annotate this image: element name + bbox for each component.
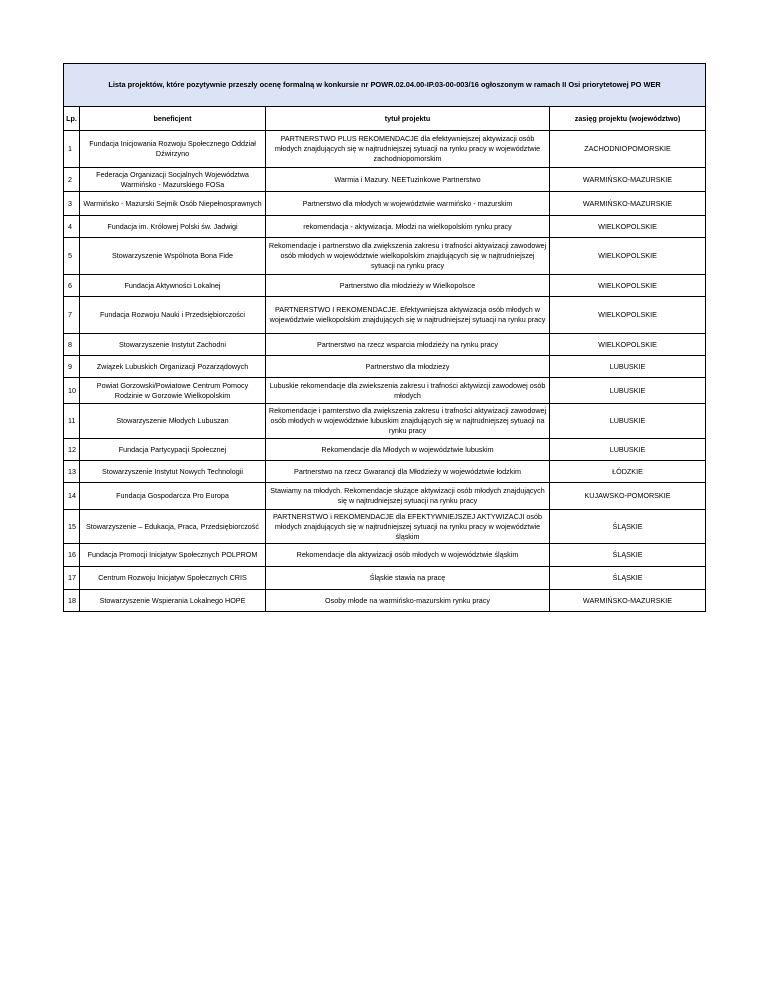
- row-lp: 14: [64, 483, 80, 510]
- row-lp: 18: [64, 590, 80, 612]
- row-tytul: Lubuskie rekomendacje dla zwiekszenia zakresu i trafności aktywizcji zawodowej osób młodych: [266, 378, 550, 404]
- table-row: [64, 131, 706, 168]
- row-beneficjent: Fundacja Gospodarcza Pro Europa: [80, 483, 266, 510]
- projects-table: [63, 63, 706, 612]
- row-lp: 17: [64, 567, 80, 590]
- row-beneficjent: Fundacja Promocji Inicjatyw Społecznych POLPROM: [80, 544, 266, 567]
- row-tytul: Partnerstwo dla młodzieży: [266, 356, 550, 378]
- row-tytul: Rekomendacje dla aktywizacji osób młodych w województwie śląskim: [266, 544, 550, 567]
- table-row: [64, 567, 706, 590]
- row-beneficjent: Powiat Gorzowski/Powiatowe Centrum Pomocy Rodzinie w Gorzowie Wielkopolskim: [80, 378, 266, 404]
- row-beneficjent: Fundacja Partycypacji Społecznej: [80, 439, 266, 461]
- table-row: [64, 168, 706, 192]
- row-tytul: Rekomendacje i parnterstwo dla zwiększenia zakresu i trafności aktywizacji zawodowej osób młodych w województwie lubuskim znajdujących się w najtrudniejszej sytuacji na rynku pracy: [266, 404, 550, 439]
- row-beneficjent: Stowarzyszenie Instytut Nowych Technologii: [80, 461, 266, 483]
- row-zasieg: LUBUSKIE: [550, 378, 706, 404]
- row-zasieg: LUBUSKIE: [550, 439, 706, 461]
- row-zasieg: ŚLĄSKIE: [550, 544, 706, 567]
- row-beneficjent: Stowarzyszenie Wspólnota Bona Fide: [80, 238, 266, 275]
- row-tytul: Rekomendacje i partnerstwo dla zwiększenia zakresu i trafności aktywizacji zawodowej osób młodych w województwie wielkopolskim znajdujących się w najtrudniejszej sytuacji na rynku pracy: [266, 238, 550, 275]
- row-zasieg: WIELKOPOLSKIE: [550, 275, 706, 297]
- row-beneficjent: Stowarzyszenie – Edukacja, Praca, Przedsiębiorczość: [80, 510, 266, 544]
- table-row: [64, 378, 706, 404]
- row-zasieg: WARMIŃSKO-MAZURSKIE: [550, 192, 706, 216]
- row-zasieg: WIELKOPOLSKIE: [550, 334, 706, 356]
- table-row: [64, 404, 706, 439]
- header-lp: Lp.: [64, 107, 80, 131]
- table-row: [64, 590, 706, 612]
- row-tytul: PARTNERSTWO I REKOMENDACJE. Efektywniejsza aktywizacja osób młodych w województwie wielkopolskim znajdujących się w najtrudniejszej sytuacji na rynku pracy: [266, 297, 550, 334]
- row-zasieg: WARMIŃSKO-MAZURSKIE: [550, 168, 706, 192]
- row-zasieg: ŁÓDZKIE: [550, 461, 706, 483]
- row-tytul: Partnerstwo na rzecz wsparcia młodzieży na rynku pracy: [266, 334, 550, 356]
- row-lp: 10: [64, 378, 80, 404]
- row-tytul: Śląskie stawia na pracę: [266, 567, 550, 590]
- row-tytul: Osoby młode na warmińsko-mazurskim rynku pracy: [266, 590, 550, 612]
- table-row: [64, 356, 706, 378]
- row-lp: 6: [64, 275, 80, 297]
- row-beneficjent: Warmińsko - Mazurski Sejmik Osób Niepełnosprawnych: [80, 192, 266, 216]
- row-lp: 15: [64, 510, 80, 544]
- row-beneficjent: Stowarzyszenie Wspierania Lokalnego HOPE: [80, 590, 266, 612]
- row-beneficjent: Federacja Organizacji Socjalnych Województwa Warmińsko - Mazurskiego FOSa: [80, 168, 266, 192]
- row-tytul: Partnerstwo dla młodzieży w Wielkopolsce: [266, 275, 550, 297]
- row-tytul: Stawiamy na młodych. Rekomendacje służące aktywizacji osób młodych znajdujących się w najtrudniejszej sytuacji na rynku pracy: [266, 483, 550, 510]
- row-beneficjent: Fundacja Inicjowania Rozwoju Społecznego Oddział Dźwirzyno: [80, 131, 266, 168]
- row-lp: 1: [64, 131, 80, 168]
- table-row: [64, 510, 706, 544]
- row-tytul: Partnerstwo dla młodych w województwie warmińsko - mazurskim: [266, 192, 550, 216]
- row-zasieg: WIELKOPOLSKIE: [550, 297, 706, 334]
- row-beneficjent: Centrum Rozwoju Inicjatyw Społecznych CRIS: [80, 567, 266, 590]
- table-row: [64, 334, 706, 356]
- row-lp: 16: [64, 544, 80, 567]
- row-lp: 12: [64, 439, 80, 461]
- row-tytul: rekomendacja - aktywizacja. Młodzi na wielkopolskim rynku pracy: [266, 216, 550, 238]
- table-row: [64, 297, 706, 334]
- document-sheet: [63, 63, 705, 612]
- row-zasieg: ZACHODNIOPOMORSKIE: [550, 131, 706, 168]
- row-zasieg: ŚLĄSKIE: [550, 510, 706, 544]
- row-zasieg: LUBUSKIE: [550, 356, 706, 378]
- row-beneficjent: Fundacja Rozwoju Nauki i Przedsiębiorczości: [80, 297, 266, 334]
- row-zasieg: WARMIŃSKO-MAZURSKIE: [550, 590, 706, 612]
- table-row: [64, 216, 706, 238]
- row-tytul: PARTNERSTWO i REKOMENDACJE dla EFEKTYWNIEJSZEJ AKTYWIZACJI osób młodych znajdujących się w najtrudniejszej sytuacji na rynku pracy w województwie śląskim: [266, 510, 550, 544]
- row-zasieg: LUBUSKIE: [550, 404, 706, 439]
- row-zasieg: WIELKOPOLSKIE: [550, 216, 706, 238]
- row-zasieg: KUJAWSKO-POMORSKIE: [550, 483, 706, 510]
- table-header-row: [64, 107, 706, 131]
- table-row: [64, 461, 706, 483]
- row-beneficjent: Fundacja im. Królowej Polski św. Jadwigi: [80, 216, 266, 238]
- row-tytul: Warmia i Mazury. NEETuzinkowe Partnerstwo: [266, 168, 550, 192]
- row-lp: 4: [64, 216, 80, 238]
- row-beneficjent: Stowarzyszenie Instytut Zachodni: [80, 334, 266, 356]
- table-row: [64, 192, 706, 216]
- row-tytul: Partnerstwo na rzecz Gwarancji dla Młodzieży w województwie łodzkim: [266, 461, 550, 483]
- table-row: [64, 483, 706, 510]
- row-lp: 3: [64, 192, 80, 216]
- table-row: [64, 439, 706, 461]
- row-lp: 5: [64, 238, 80, 275]
- row-zasieg: WIELKOPOLSKIE: [550, 238, 706, 275]
- header-zasieg: zasięg projektu (województwo): [550, 107, 706, 131]
- row-tytul: Rekomendacje dla Młodych w województwie lubuskim: [266, 439, 550, 461]
- row-lp: 2: [64, 168, 80, 192]
- row-lp: 13: [64, 461, 80, 483]
- row-lp: 9: [64, 356, 80, 378]
- row-lp: 11: [64, 404, 80, 439]
- row-beneficjent: Związek Lubuskich Organizacji Pozarządowych: [80, 356, 266, 378]
- row-beneficjent: Stowarzyszenie Młodych Lubuszan: [80, 404, 266, 439]
- row-lp: 8: [64, 334, 80, 356]
- table-row: [64, 275, 706, 297]
- table-row: [64, 544, 706, 567]
- row-tytul: PARTNERSTWO PLUS REKOMENDACJE dla efektywniejszej aktywizacji osób młodych znajdujących się w najtrudniejszej sytuacji na rynku pracy w województwie zachodniopomorskim: [266, 131, 550, 168]
- row-beneficjent: Fundacja Aktywności Lokalnej: [80, 275, 266, 297]
- document-title: Lista projektów, które pozytywnie przeszły ocenę formalną w konkursie nr POWR.02.04.00-IP.03-00-003/16 ogłoszonym w ramach II Osi priorytetowej PO WER: [64, 64, 706, 107]
- header-beneficjent: beneficjent: [80, 107, 266, 131]
- header-tytul: tytuł projektu: [266, 107, 550, 131]
- table-row: [64, 238, 706, 275]
- row-lp: 7: [64, 297, 80, 334]
- row-zasieg: ŚLĄSKIE: [550, 567, 706, 590]
